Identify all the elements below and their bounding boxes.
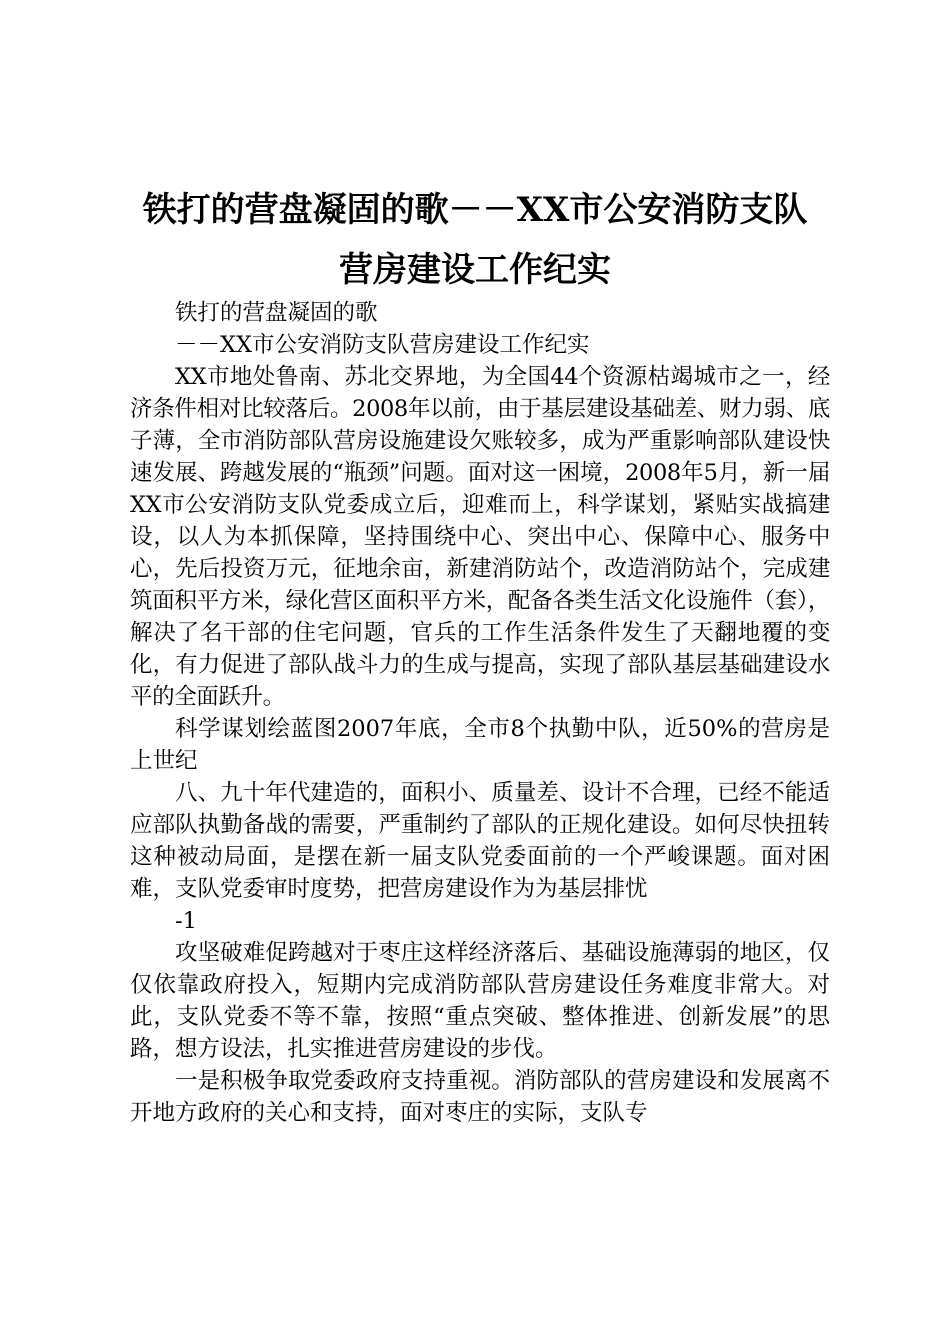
body-paragraph: 科学谋划绘蓝图2007年底，全市8个执勤中队，近50%的营房是上世纪	[130, 716, 830, 774]
body-paragraph: 攻坚破难促跨越对于枣庄这样经济落后、基础设施薄弱的地区，仅仅依靠政府投入，短期内完成消防部队营房建设任务难度非常大。对此，支队党委不等不靠，按照“重点突破、整体推进、创新发展”的思路，想方设法，扎实推进营房建设的步伐。	[130, 940, 830, 1062]
subtitle-paragraph: 铁打的营盘凝固的歌	[175, 300, 378, 326]
page-number: -1	[175, 908, 197, 934]
body-paragraph: 八、九十年代建造的，面积小、质量差、设计不合理，已经不能适应部队执勤备战的需要，严重制约了部队的正规化建设。如何尽快扭转这种被动局面，是摆在新一届支队党委面前的一个严峻课题。面对困难，支队党委审时度势，把营房建设作为为基层排忧	[130, 780, 830, 902]
document-title-line-1: 铁打的营盘凝固的歌－－XX市公安消防支队	[142, 190, 808, 230]
body-paragraph: XX市地处鲁南、苏北交界地，为全国44个资源枯竭城市之一，经济条件相对比较落后。2008年以前，由于基层建设基础差、财力弱、底子薄，全市消防部队营房设施建设欠账较多，成为严重影响部队建设快速发展、跨越发展的“瓶颈”问题。面对这一困境，2008年5月，新一届XX市公安消防支队党委成立后，迎难而上，科学谋划，紧贴实战搞建设，以人为本抓保障，坚持围绕中心、突出中心、保障中心、服务中心，先后投资万元，征地余亩，新建消防站个，改造消防站个，完成建筑面积平方米，绿化营区面积平方米，配备各类生活文化设施件（套），解决了名干部的住宅问题，官兵的工作生活条件发生了天翻地覆的变化，有力促进了部队战斗力的生成与提高，实现了部队基层基础建设水平的全面跃升。	[130, 364, 830, 710]
document-title-line-2: 营房建设工作纪实	[339, 250, 611, 290]
document-body	[130, 297, 830, 1129]
subtitle-paragraph: －－XX市公安消防支队营房建设工作纪实	[175, 332, 590, 358]
body-paragraph: 一是积极争取党委政府支持重视。消防部队的营房建设和发展离不开地方政府的关心和支持，面对枣庄的实际，支队专	[130, 1068, 830, 1126]
